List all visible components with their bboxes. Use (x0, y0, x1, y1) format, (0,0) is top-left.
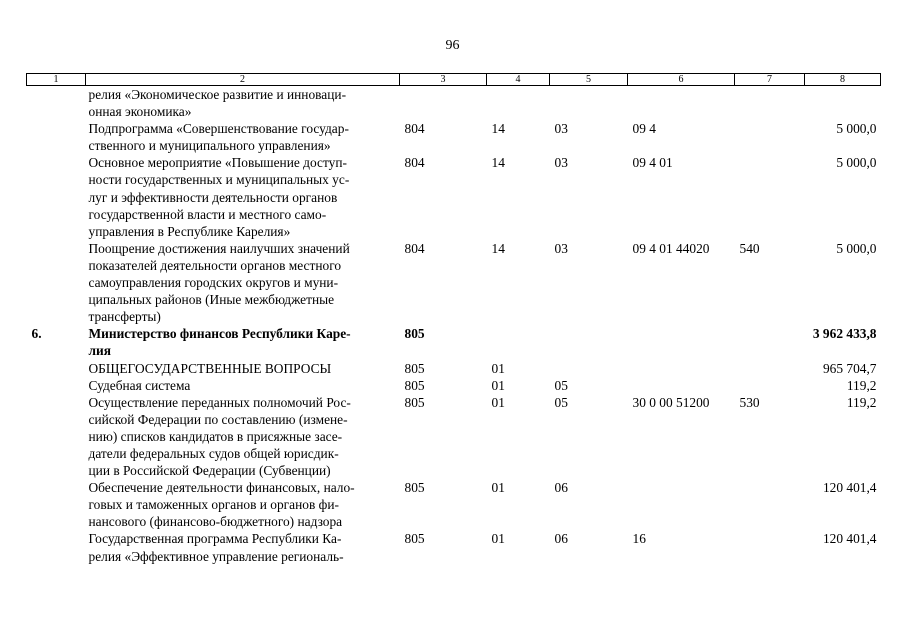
target-article-code: 09 4 01 (632, 155, 673, 171)
row-name-line: ципальных районов (Иные межбюджетные (88, 292, 335, 308)
row-name-line: Подпрограмма «Совершенствование государ- (88, 121, 349, 137)
table-row (27, 154, 881, 239)
row-name-line: Основное мероприятие «Повышение доступ- (88, 155, 347, 171)
section-code: 01 (491, 394, 505, 410)
header-col-8: 8 (805, 74, 881, 86)
amount: 119,2 (846, 377, 877, 393)
subsection-code: 05 (554, 394, 568, 410)
row-name (86, 394, 400, 479)
ministry-code: 805 (404, 394, 425, 410)
header-col-2: 2 (86, 74, 400, 86)
row-name-line: нансового (финансово-бюджетного) надзора (88, 514, 343, 530)
subsection-code: 03 (554, 240, 568, 256)
row-name-line: онная экономика» (88, 104, 192, 120)
target-article-code: 16 (632, 531, 646, 547)
row-name-line: Судебная система (88, 377, 191, 393)
amount: 5 000,0 (836, 121, 877, 137)
row-name-line: луг и эффективности деятельности органов (88, 189, 338, 205)
amount: 120 401,4 (822, 480, 877, 496)
amount: 5 000,0 (836, 240, 877, 256)
expense-type-code (735, 530, 805, 564)
table-row (27, 377, 881, 394)
subsection-code: 05 (554, 377, 568, 393)
section-code (487, 86, 550, 121)
row-name-line: сийской Федерации по составлению (измене- (88, 411, 348, 427)
section-code: 01 (491, 480, 505, 496)
table-row (27, 325, 881, 359)
row-name-line: нию) списков кандидатов в присяжные засе- (88, 428, 343, 444)
subsection-code: 06 (554, 480, 568, 496)
section-code (487, 325, 550, 359)
subsection-code (550, 86, 628, 121)
row-name (86, 360, 400, 377)
row-name-line: Поощрение достижения наилучших значений (88, 240, 350, 256)
ministry-code: 805 (404, 360, 425, 376)
row-name-line: датели федеральных судов общей юрисдик- (88, 445, 339, 461)
ministry-code: 804 (404, 121, 425, 137)
expense-type-code: 540 (739, 240, 760, 256)
page-number: 96 (445, 38, 460, 53)
ministry-code: 805 (404, 377, 425, 393)
row-name-line: релия «Эффективное управление региональ- (88, 548, 344, 564)
subsection-code: 06 (554, 531, 568, 547)
table-row (27, 120, 881, 154)
subsection-code: 03 (554, 121, 568, 137)
row-number (27, 394, 86, 479)
header-row (27, 74, 881, 86)
row-number (27, 530, 86, 564)
row-name-line: показателей деятельности органов местного (88, 257, 342, 273)
target-article-code: 09 4 01 44020 (632, 240, 710, 256)
header-col-6: 6 (628, 74, 735, 86)
row-number (27, 86, 86, 121)
row-name-line: трансферты) (88, 309, 161, 325)
expense-type-code (735, 120, 805, 154)
target-article-code: 30 0 00 51200 (632, 394, 710, 410)
section-code: 01 (491, 360, 505, 376)
table-header (27, 74, 881, 86)
ministry-code: 805 (404, 531, 425, 547)
subsection-code (550, 360, 628, 377)
row-name-line: Осуществление переданных полномочий Рос- (88, 394, 351, 410)
row-name-line: лия (88, 343, 111, 359)
row-name (86, 154, 400, 239)
row-name-line: управления в Республике Карелия» (88, 223, 291, 239)
target-article-code (628, 325, 735, 359)
amount: 965 704,7 (822, 360, 877, 376)
ministry-code (400, 86, 487, 121)
target-article-code (628, 377, 735, 394)
table-row (27, 394, 881, 479)
row-name-line: Обеспечение деятельности финансовых, нало- (88, 480, 355, 496)
expense-type-code: 530 (739, 394, 760, 410)
row-name (86, 479, 400, 530)
expense-type-code (735, 377, 805, 394)
header-col-5: 5 (550, 74, 628, 86)
amount: 119,2 (846, 394, 877, 410)
row-number (27, 120, 86, 154)
ministry-code: 805 (404, 326, 425, 342)
table-row (27, 86, 881, 121)
section-code: 01 (491, 531, 505, 547)
row-name-line: Государственная программа Республики Ка- (88, 531, 342, 547)
row-number (27, 479, 86, 530)
row-name-line: ственного и муниципального управления» (88, 138, 331, 154)
section-code: 14 (491, 155, 505, 171)
header-col-4: 4 (487, 74, 550, 86)
target-article-code (628, 86, 735, 121)
row-name (86, 86, 400, 121)
row-name-line: государственной власти и местного само- (88, 206, 327, 222)
amount: 3 962 433,8 (812, 326, 877, 342)
row-name-line: релия «Экономическое развитие и инноваци- (88, 87, 347, 102)
header-col-7: 7 (735, 74, 805, 86)
row-name-line: самоуправления городских округов и муни- (88, 275, 339, 291)
row-number (27, 377, 86, 394)
expense-type-code (735, 325, 805, 359)
expense-type-code (735, 154, 805, 239)
subsection-code: 03 (554, 155, 568, 171)
row-name (86, 120, 400, 154)
amount (805, 86, 881, 121)
amount: 5 000,0 (836, 155, 877, 171)
section-code: 14 (491, 121, 505, 137)
header-col-3: 3 (400, 74, 487, 86)
expense-type-code (735, 479, 805, 530)
row-name-line: ности государственных и муниципальных ус- (88, 172, 350, 188)
row-number (27, 360, 86, 377)
row-name-line: ОБЩЕГОСУДАРСТВЕННЫЕ ВОПРОСЫ (88, 360, 332, 376)
target-article-code (628, 360, 735, 377)
budget-table (26, 73, 881, 565)
row-name-line: Министерство финансов Республики Каре- (88, 326, 351, 342)
table-row (27, 360, 881, 377)
expense-type-code (735, 86, 805, 121)
ministry-code: 805 (404, 480, 425, 496)
target-article-code (628, 479, 735, 530)
row-number (27, 240, 86, 325)
row-number: 6. (31, 326, 42, 342)
table-row (27, 240, 881, 325)
row-name-line: ции в Российской Федерации (Субвенции) (88, 463, 331, 479)
row-name (86, 325, 400, 359)
row-name (86, 377, 400, 394)
section-code: 01 (491, 377, 505, 393)
table-body (27, 86, 881, 565)
row-name (86, 530, 400, 564)
ministry-code: 804 (404, 155, 425, 171)
section-code: 14 (491, 240, 505, 256)
header-col-1: 1 (27, 74, 86, 86)
table-row (27, 530, 881, 564)
row-name (86, 240, 400, 325)
subsection-code (550, 325, 628, 359)
ministry-code: 804 (404, 240, 425, 256)
row-number (27, 154, 86, 239)
expense-type-code (735, 360, 805, 377)
row-name-line: говых и таможенных органов и органов фи- (88, 497, 339, 513)
amount: 120 401,4 (822, 531, 877, 547)
table-row (27, 479, 881, 530)
target-article-code: 09 4 (632, 121, 656, 137)
